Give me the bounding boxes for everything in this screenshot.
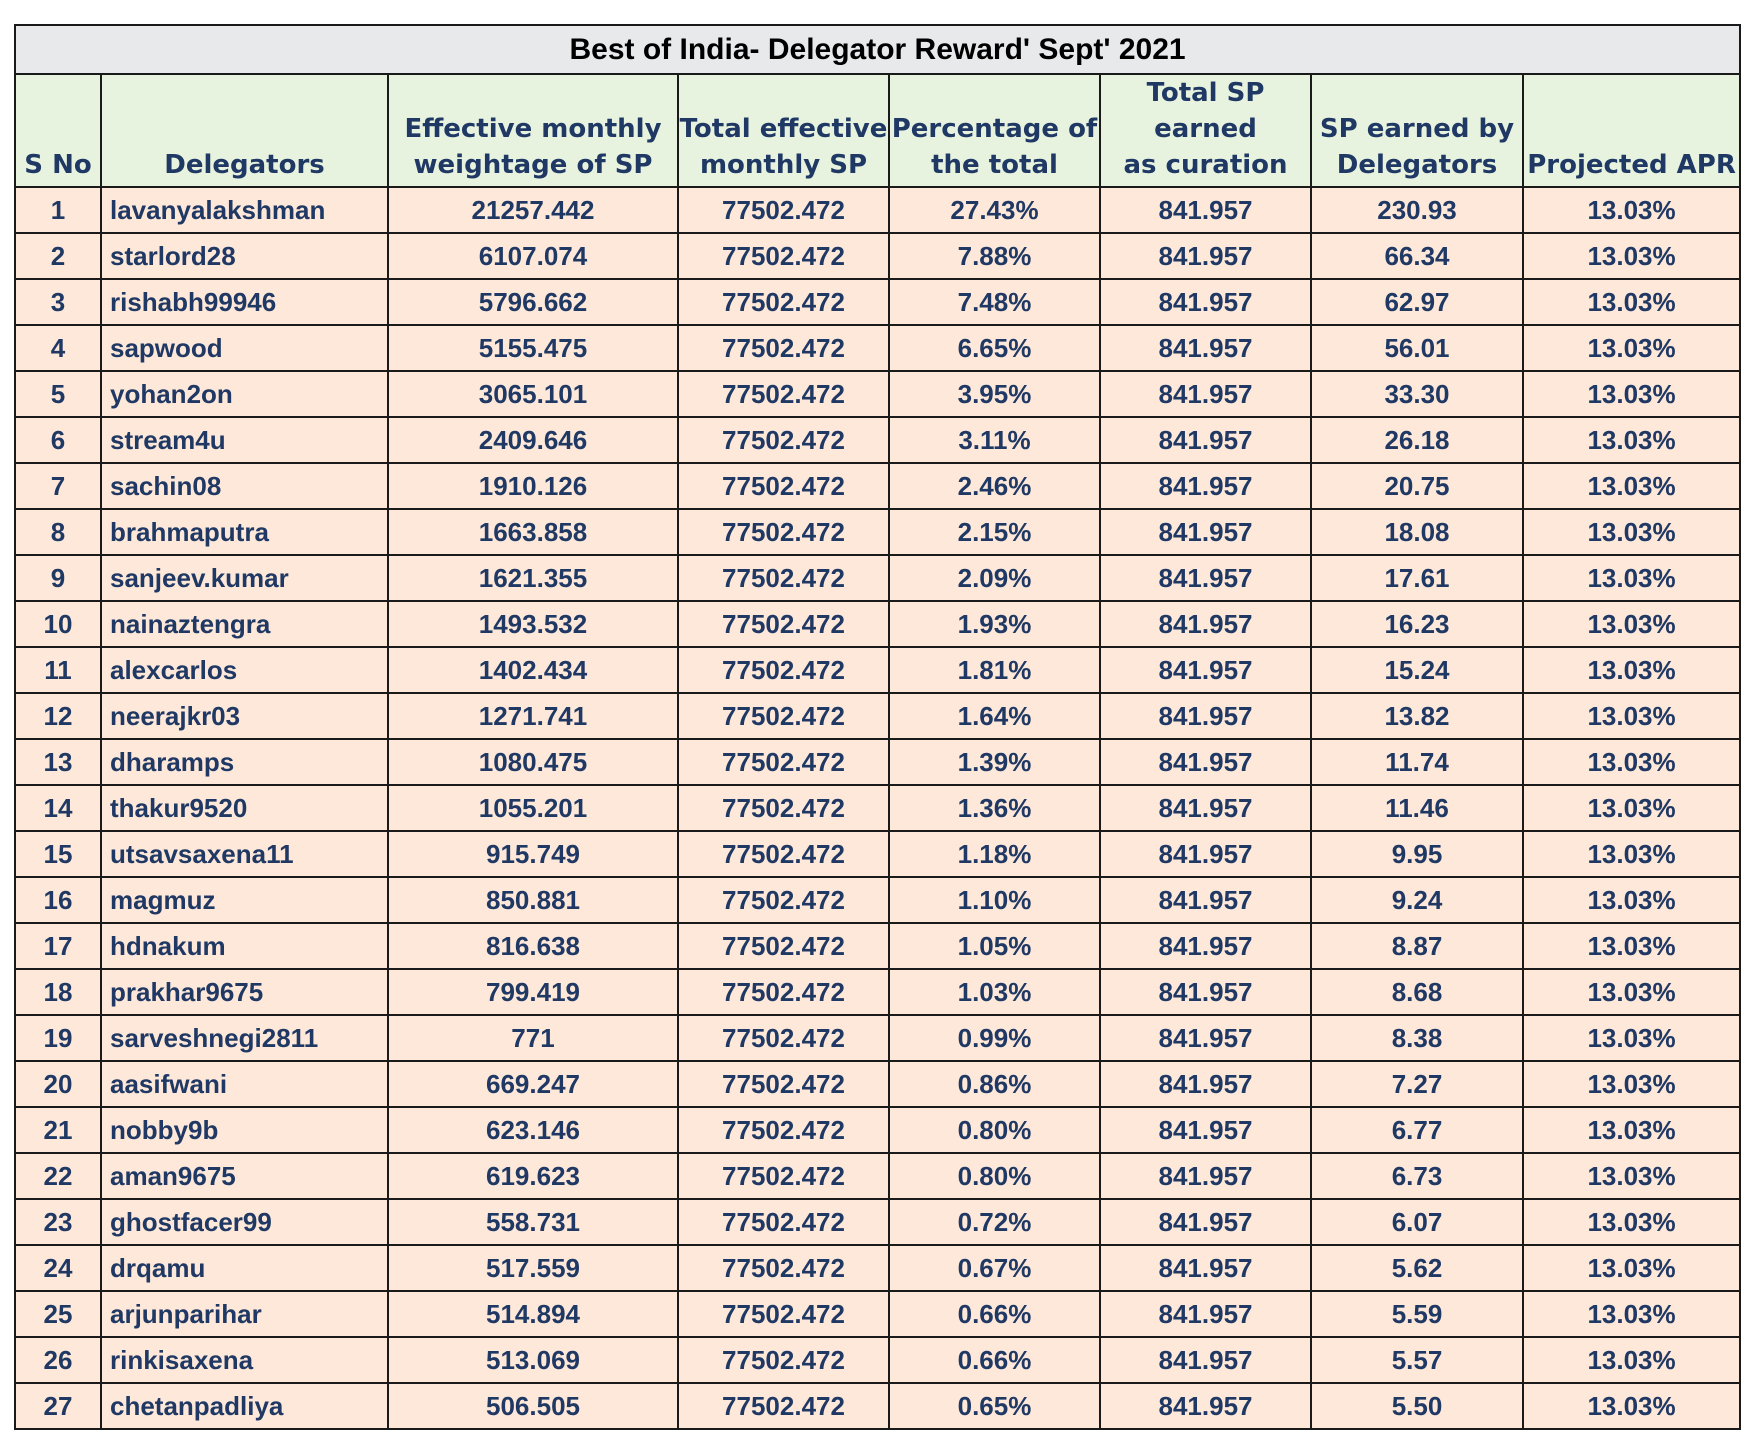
cell-total-sp: 77502.472	[678, 1107, 889, 1153]
cell-sno: 3	[15, 279, 101, 325]
cell-curation: 841.957	[1100, 785, 1311, 831]
cell-total-sp: 77502.472	[678, 831, 889, 877]
cell-total-sp: 77502.472	[678, 1337, 889, 1383]
cell-delegator: rishabh99946	[101, 279, 388, 325]
cell-percentage: 1.64%	[889, 693, 1100, 739]
cell-total-sp: 77502.472	[678, 1199, 889, 1245]
cell-delegator: aasifwani	[101, 1061, 388, 1107]
cell-sp-earned: 230.93	[1311, 187, 1523, 233]
cell-delegator: drqamu	[101, 1245, 388, 1291]
table-row	[15, 1107, 1740, 1153]
cell-apr: 13.03%	[1523, 647, 1740, 693]
table-row	[15, 1153, 1740, 1199]
cell-delegator: thakur9520	[101, 785, 388, 831]
cell-sno: 5	[15, 371, 101, 417]
header-total-effective	[678, 74, 889, 187]
cell-sp-earned: 7.27	[1311, 1061, 1523, 1107]
cell-sno: 26	[15, 1337, 101, 1383]
cell-weightage: 1080.475	[388, 739, 678, 785]
cell-curation: 841.957	[1100, 601, 1311, 647]
cell-delegator: sanjeev.kumar	[101, 555, 388, 601]
cell-sp-earned: 66.34	[1311, 233, 1523, 279]
cell-delegator: aman9675	[101, 1153, 388, 1199]
cell-curation: 841.957	[1100, 1245, 1311, 1291]
cell-apr: 13.03%	[1523, 1383, 1740, 1429]
header-curation	[1100, 74, 1311, 187]
table-row	[15, 279, 1740, 325]
cell-total-sp: 77502.472	[678, 693, 889, 739]
cell-total-sp: 77502.472	[678, 279, 889, 325]
cell-weightage: 21257.442	[388, 187, 678, 233]
cell-apr: 13.03%	[1523, 693, 1740, 739]
cell-apr: 13.03%	[1523, 233, 1740, 279]
cell-curation: 841.957	[1100, 233, 1311, 279]
cell-sno: 14	[15, 785, 101, 831]
cell-curation: 841.957	[1100, 877, 1311, 923]
cell-total-sp: 77502.472	[678, 923, 889, 969]
cell-apr: 13.03%	[1523, 1153, 1740, 1199]
table-title: Best of India- Delegator Reward' Sept' 2021	[15, 25, 1740, 74]
cell-sp-earned: 8.87	[1311, 923, 1523, 969]
cell-total-sp: 77502.472	[678, 785, 889, 831]
cell-delegator: sapwood	[101, 325, 388, 371]
header-effective-weightage	[388, 74, 678, 187]
cell-percentage: 0.80%	[889, 1153, 1100, 1199]
header-curation-line1: Total SP earned	[1146, 78, 1265, 144]
header-sno-label: S No	[24, 150, 92, 180]
cell-apr: 13.03%	[1523, 1245, 1740, 1291]
cell-sno: 11	[15, 647, 101, 693]
cell-weightage: 1663.858	[388, 509, 678, 555]
cell-delegator: nainaztengra	[101, 601, 388, 647]
cell-sp-earned: 33.30	[1311, 371, 1523, 417]
cell-percentage: 2.46%	[889, 463, 1100, 509]
cell-percentage: 0.65%	[889, 1383, 1100, 1429]
cell-sp-earned: 5.57	[1311, 1337, 1523, 1383]
header-sp-earned	[1311, 74, 1523, 187]
table-row	[15, 647, 1740, 693]
cell-sp-earned: 6.77	[1311, 1107, 1523, 1153]
cell-delegator: rinkisaxena	[101, 1337, 388, 1383]
cell-total-sp: 77502.472	[678, 417, 889, 463]
cell-sno: 15	[15, 831, 101, 877]
cell-percentage: 3.11%	[889, 417, 1100, 463]
header-apr	[1523, 74, 1740, 187]
cell-weightage: 771	[388, 1015, 678, 1061]
cell-curation: 841.957	[1100, 1291, 1311, 1337]
cell-weightage: 1493.532	[388, 601, 678, 647]
delegator-reward-table	[14, 24, 1741, 1430]
cell-sp-earned: 5.50	[1311, 1383, 1523, 1429]
cell-sno: 22	[15, 1153, 101, 1199]
cell-curation: 841.957	[1100, 417, 1311, 463]
cell-apr: 13.03%	[1523, 417, 1740, 463]
cell-percentage: 0.80%	[889, 1107, 1100, 1153]
cell-percentage: 1.36%	[889, 785, 1100, 831]
cell-apr: 13.03%	[1523, 463, 1740, 509]
cell-sno: 6	[15, 417, 101, 463]
cell-weightage: 1055.201	[388, 785, 678, 831]
cell-sp-earned: 11.74	[1311, 739, 1523, 785]
table-row	[15, 969, 1740, 1015]
cell-delegator: yohan2on	[101, 371, 388, 417]
header-effective-line2: weightage of SP	[413, 150, 653, 180]
cell-percentage: 27.43%	[889, 187, 1100, 233]
cell-weightage: 513.069	[388, 1337, 678, 1383]
cell-apr: 13.03%	[1523, 1199, 1740, 1245]
cell-curation: 841.957	[1100, 1383, 1311, 1429]
cell-sno: 1	[15, 187, 101, 233]
cell-weightage: 619.623	[388, 1153, 678, 1199]
cell-delegator: alexcarlos	[101, 647, 388, 693]
cell-sno: 9	[15, 555, 101, 601]
cell-sno: 12	[15, 693, 101, 739]
cell-sp-earned: 15.24	[1311, 647, 1523, 693]
cell-curation: 841.957	[1100, 463, 1311, 509]
cell-apr: 13.03%	[1523, 555, 1740, 601]
cell-sno: 25	[15, 1291, 101, 1337]
cell-sno: 19	[15, 1015, 101, 1061]
cell-sp-earned: 13.82	[1311, 693, 1523, 739]
cell-delegator: chetanpadliya	[101, 1383, 388, 1429]
cell-sp-earned: 8.68	[1311, 969, 1523, 1015]
cell-sno: 18	[15, 969, 101, 1015]
cell-total-sp: 77502.472	[678, 1015, 889, 1061]
cell-total-sp: 77502.472	[678, 325, 889, 371]
table-row	[15, 417, 1740, 463]
cell-total-sp: 77502.472	[678, 509, 889, 555]
header-pct-line2: the total	[931, 150, 1058, 180]
cell-curation: 841.957	[1100, 1153, 1311, 1199]
header-pct-line1: Percentage of	[891, 114, 1098, 144]
cell-percentage: 0.86%	[889, 1061, 1100, 1107]
cell-weightage: 3065.101	[388, 371, 678, 417]
cell-sno: 21	[15, 1107, 101, 1153]
header-curation-line2: as curation	[1123, 150, 1288, 180]
table-row	[15, 739, 1740, 785]
cell-weightage: 5796.662	[388, 279, 678, 325]
cell-sp-earned: 18.08	[1311, 509, 1523, 555]
cell-apr: 13.03%	[1523, 785, 1740, 831]
cell-weightage: 6107.074	[388, 233, 678, 279]
cell-percentage: 1.10%	[889, 877, 1100, 923]
cell-apr: 13.03%	[1523, 509, 1740, 555]
cell-sno: 16	[15, 877, 101, 923]
cell-curation: 841.957	[1100, 739, 1311, 785]
cell-apr: 13.03%	[1523, 969, 1740, 1015]
cell-delegator: utsavsaxena11	[101, 831, 388, 877]
table-row	[15, 1199, 1740, 1245]
cell-percentage: 1.81%	[889, 647, 1100, 693]
table-row	[15, 693, 1740, 739]
cell-sno: 27	[15, 1383, 101, 1429]
cell-weightage: 816.638	[388, 923, 678, 969]
cell-delegator: prakhar9675	[101, 969, 388, 1015]
header-delegators-label: Delegators	[164, 150, 325, 180]
cell-apr: 13.03%	[1523, 1015, 1740, 1061]
table-row	[15, 233, 1740, 279]
table-row	[15, 1337, 1740, 1383]
cell-weightage: 506.505	[388, 1383, 678, 1429]
cell-delegator: neerajkr03	[101, 693, 388, 739]
header-total-line2: monthly SP	[699, 150, 868, 180]
cell-weightage: 850.881	[388, 877, 678, 923]
cell-delegator: lavanyalakshman	[101, 187, 388, 233]
cell-delegator: sachin08	[101, 463, 388, 509]
cell-apr: 13.03%	[1523, 1107, 1740, 1153]
header-sno	[15, 74, 101, 187]
cell-percentage: 2.09%	[889, 555, 1100, 601]
cell-sp-earned: 11.46	[1311, 785, 1523, 831]
cell-curation: 841.957	[1100, 555, 1311, 601]
cell-sno: 7	[15, 463, 101, 509]
cell-delegator: dharamps	[101, 739, 388, 785]
header-earned-line2: Delegators	[1336, 150, 1498, 180]
cell-total-sp: 77502.472	[678, 601, 889, 647]
cell-total-sp: 77502.472	[678, 1245, 889, 1291]
table-row	[15, 1245, 1740, 1291]
cell-curation: 841.957	[1100, 831, 1311, 877]
cell-weightage: 799.419	[388, 969, 678, 1015]
cell-apr: 13.03%	[1523, 831, 1740, 877]
cell-curation: 841.957	[1100, 923, 1311, 969]
cell-curation: 841.957	[1100, 279, 1311, 325]
cell-percentage: 7.48%	[889, 279, 1100, 325]
cell-weightage: 517.559	[388, 1245, 678, 1291]
cell-percentage: 2.15%	[889, 509, 1100, 555]
header-effective-line1: Effective monthly	[404, 114, 662, 144]
cell-sp-earned: 9.95	[1311, 831, 1523, 877]
cell-weightage: 1402.434	[388, 647, 678, 693]
cell-weightage: 915.749	[388, 831, 678, 877]
cell-apr: 13.03%	[1523, 1061, 1740, 1107]
cell-total-sp: 77502.472	[678, 739, 889, 785]
table-row	[15, 555, 1740, 601]
cell-curation: 841.957	[1100, 1199, 1311, 1245]
header-apr-label: Projected APR	[1527, 150, 1736, 180]
cell-apr: 13.03%	[1523, 371, 1740, 417]
cell-weightage: 1621.355	[388, 555, 678, 601]
cell-total-sp: 77502.472	[678, 1383, 889, 1429]
table-body	[15, 187, 1740, 1429]
cell-percentage: 1.93%	[889, 601, 1100, 647]
cell-percentage: 1.03%	[889, 969, 1100, 1015]
cell-sno: 13	[15, 739, 101, 785]
cell-sp-earned: 20.75	[1311, 463, 1523, 509]
cell-apr: 13.03%	[1523, 923, 1740, 969]
table-row	[15, 1383, 1740, 1429]
cell-curation: 841.957	[1100, 647, 1311, 693]
cell-sp-earned: 5.62	[1311, 1245, 1523, 1291]
cell-apr: 13.03%	[1523, 325, 1740, 371]
cell-weightage: 1271.741	[388, 693, 678, 739]
cell-sp-earned: 5.59	[1311, 1291, 1523, 1337]
cell-total-sp: 77502.472	[678, 233, 889, 279]
cell-apr: 13.03%	[1523, 601, 1740, 647]
cell-percentage: 0.67%	[889, 1245, 1100, 1291]
cell-weightage: 558.731	[388, 1199, 678, 1245]
cell-sno: 2	[15, 233, 101, 279]
cell-percentage: 0.66%	[889, 1337, 1100, 1383]
table-row	[15, 877, 1740, 923]
cell-total-sp: 77502.472	[678, 463, 889, 509]
cell-sp-earned: 62.97	[1311, 279, 1523, 325]
cell-delegator: nobby9b	[101, 1107, 388, 1153]
cell-sno: 23	[15, 1199, 101, 1245]
cell-delegator: ghostfacer99	[101, 1199, 388, 1245]
cell-weightage: 623.146	[388, 1107, 678, 1153]
cell-sp-earned: 6.73	[1311, 1153, 1523, 1199]
table-row	[15, 923, 1740, 969]
cell-apr: 13.03%	[1523, 1291, 1740, 1337]
cell-sp-earned: 9.24	[1311, 877, 1523, 923]
cell-total-sp: 77502.472	[678, 187, 889, 233]
cell-weightage: 514.894	[388, 1291, 678, 1337]
table-row	[15, 371, 1740, 417]
cell-curation: 841.957	[1100, 509, 1311, 555]
cell-delegator: brahmaputra	[101, 509, 388, 555]
table-row	[15, 785, 1740, 831]
cell-percentage: 0.66%	[889, 1291, 1100, 1337]
table-row	[15, 463, 1740, 509]
table-row	[15, 831, 1740, 877]
cell-sno: 4	[15, 325, 101, 371]
cell-total-sp: 77502.472	[678, 1061, 889, 1107]
cell-total-sp: 77502.472	[678, 1153, 889, 1199]
cell-apr: 13.03%	[1523, 877, 1740, 923]
table-row	[15, 1061, 1740, 1107]
cell-sp-earned: 16.23	[1311, 601, 1523, 647]
cell-sp-earned: 6.07	[1311, 1199, 1523, 1245]
cell-sp-earned: 17.61	[1311, 555, 1523, 601]
cell-apr: 13.03%	[1523, 187, 1740, 233]
table-row	[15, 509, 1740, 555]
cell-curation: 841.957	[1100, 1337, 1311, 1383]
cell-percentage: 1.18%	[889, 831, 1100, 877]
cell-weightage: 5155.475	[388, 325, 678, 371]
cell-curation: 841.957	[1100, 1061, 1311, 1107]
cell-percentage: 6.65%	[889, 325, 1100, 371]
cell-curation: 841.957	[1100, 969, 1311, 1015]
cell-curation: 841.957	[1100, 1015, 1311, 1061]
cell-percentage: 1.05%	[889, 923, 1100, 969]
cell-total-sp: 77502.472	[678, 647, 889, 693]
cell-percentage: 0.72%	[889, 1199, 1100, 1245]
cell-weightage: 669.247	[388, 1061, 678, 1107]
table-row	[15, 1015, 1740, 1061]
cell-delegator: stream4u	[101, 417, 388, 463]
cell-sno: 20	[15, 1061, 101, 1107]
cell-sno: 24	[15, 1245, 101, 1291]
cell-curation: 841.957	[1100, 187, 1311, 233]
cell-total-sp: 77502.472	[678, 1291, 889, 1337]
cell-apr: 13.03%	[1523, 279, 1740, 325]
cell-sp-earned: 56.01	[1311, 325, 1523, 371]
cell-curation: 841.957	[1100, 371, 1311, 417]
cell-sp-earned: 26.18	[1311, 417, 1523, 463]
cell-delegator: magmuz	[101, 877, 388, 923]
table-row	[15, 325, 1740, 371]
cell-total-sp: 77502.472	[678, 371, 889, 417]
cell-apr: 13.03%	[1523, 739, 1740, 785]
header-total-line1: Total effective	[679, 114, 888, 144]
cell-percentage: 1.39%	[889, 739, 1100, 785]
header-delegators	[101, 74, 388, 187]
cell-apr: 13.03%	[1523, 1337, 1740, 1383]
cell-percentage: 3.95%	[889, 371, 1100, 417]
cell-percentage: 7.88%	[889, 233, 1100, 279]
header-row	[15, 74, 1740, 187]
cell-sno: 17	[15, 923, 101, 969]
cell-sno: 8	[15, 509, 101, 555]
cell-total-sp: 77502.472	[678, 877, 889, 923]
cell-delegator: starlord28	[101, 233, 388, 279]
header-earned-line1: SP earned by	[1319, 114, 1515, 144]
cell-curation: 841.957	[1100, 693, 1311, 739]
cell-total-sp: 77502.472	[678, 555, 889, 601]
cell-weightage: 2409.646	[388, 417, 678, 463]
header-percentage	[889, 74, 1100, 187]
cell-curation: 841.957	[1100, 1107, 1311, 1153]
cell-total-sp: 77502.472	[678, 969, 889, 1015]
cell-curation: 841.957	[1100, 325, 1311, 371]
cell-delegator: arjunparihar	[101, 1291, 388, 1337]
cell-sp-earned: 8.38	[1311, 1015, 1523, 1061]
table-row	[15, 601, 1740, 647]
cell-delegator: hdnakum	[101, 923, 388, 969]
cell-delegator: sarveshnegi2811	[101, 1015, 388, 1061]
cell-weightage: 1910.126	[388, 463, 678, 509]
cell-sno: 10	[15, 601, 101, 647]
cell-percentage: 0.99%	[889, 1015, 1100, 1061]
table-row	[15, 1291, 1740, 1337]
table-row	[15, 187, 1740, 233]
